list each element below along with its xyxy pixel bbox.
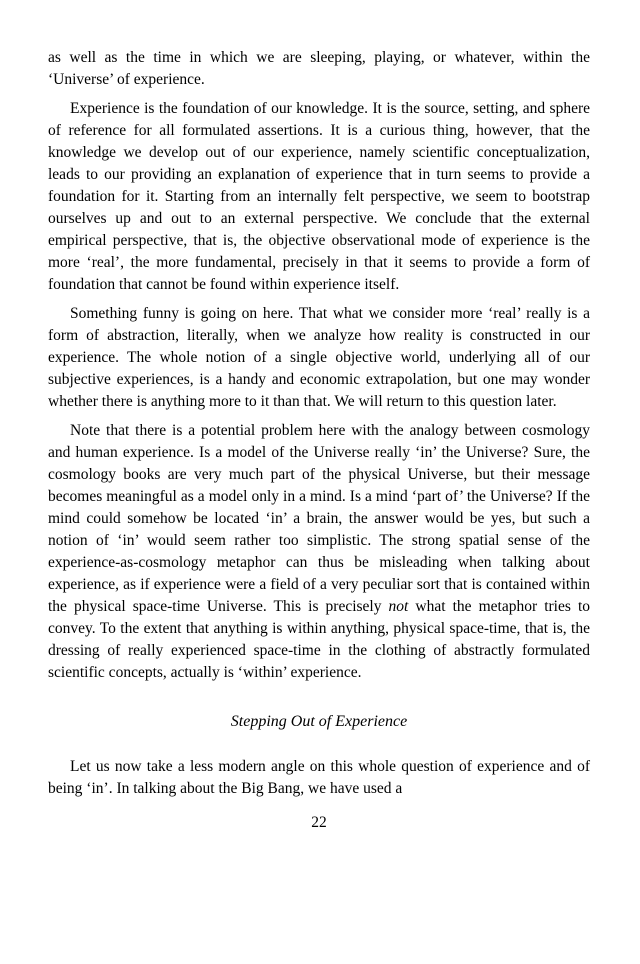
paragraph-continuation: as well as the time in which we are sleeping, playing, or whatever, within the ‘Universe’ of experience.	[48, 49, 590, 88]
paragraph-potential-problem	[48, 420, 590, 684]
paragraph-potential-problem-text-before: Note that there is a potential problem here with the analogy between cosmology and human experience. Is a model of the Universe really ‘in’ the Universe? Sure, the cosmology books are very much part of the physical Universe, but their message becomes meaningful as a model only in a mind. Is a mind ‘part of’ the Universe? If the mind could somehow be located ‘in’ a brain, the answer would be yes, but such a notion of ‘in’ would seem rather too simplistic. The strong spatial sense of the experience-as-cosmology metaphor can thus be misleading when talking about experience, as if experience were a field of a very peculiar sort that is contained within the physical space-time Universe. This is precisely	[48, 422, 590, 615]
paragraph-potential-problem-text-after: what the metaphor tries to convey. To the extent that anything is within anything, physical space-time, that is, the dressing of really experienced space-time in the clothing of abstractly formulated scientific concepts, actually is ‘within’ experience.	[48, 598, 591, 681]
paragraph-something-funny: Something funny is going on here. That what we consider more ‘real’ really is a form of abstraction, literally, when we analyze how reality is constructed in our experience. The whole notion of a single objective world, underlying all of our subjective experiences, is a handy and economic extrapolation, but one may wonder whether there is anything more to it than that. We will return to this question later.	[48, 305, 590, 410]
section-heading: Stepping Out of Experience	[230, 713, 408, 730]
emphasized-word-not: not	[388, 598, 409, 615]
page-number: 22	[311, 814, 327, 831]
paragraph-let-us-now: Let us now take a less modern angle on this whole question of experience and of being ‘in’. In talking about the Big Bang, we have used a	[48, 758, 590, 797]
paragraph-experience-foundation: Experience is the foundation of our knowledge. It is the source, setting, and sphere of reference for all formulated assertions. It is a curious thing, however, that the knowledge we develop out of our experience, namely scientific conceptualization, leads to our providing an explanation of experience that in turn seems to provide a foundation for it. Starting from an internally felt perspective, we seem to bootstrap ourselves up and out to an external perspective. We conclude that the external empirical perspective, that is, the objective observational mode of experience is the more ‘real’, the more fundamental, precisely in that it seems to provide a form of foundation that cannot be found within experience itself.	[48, 100, 590, 293]
